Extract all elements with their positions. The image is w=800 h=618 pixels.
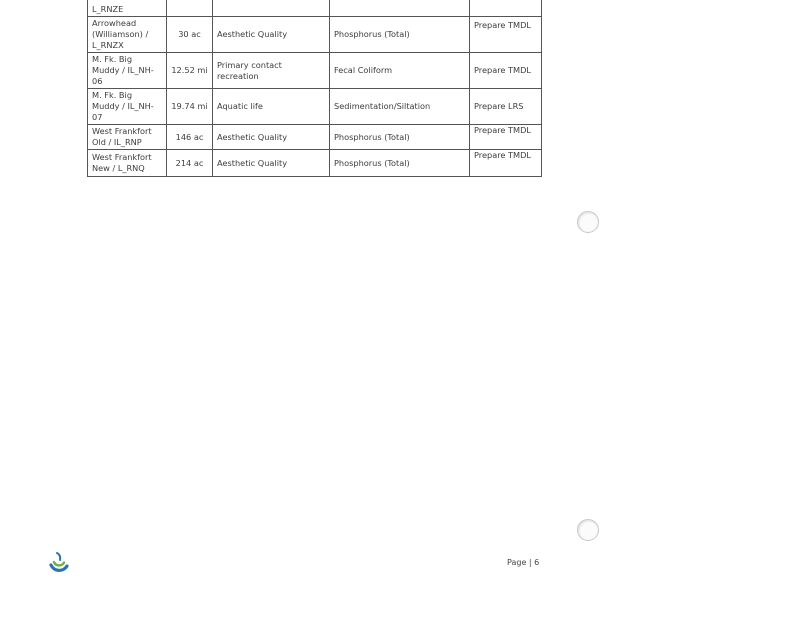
- cause-cell: Fecal Coliform: [330, 53, 470, 89]
- table-row: [88, 0, 542, 17]
- cause-cell: Sedimentation/Siltation: [330, 89, 470, 125]
- segment-cell: West Frankfort New / L_RNQ: [88, 150, 167, 177]
- binder-hole-lower: [577, 519, 599, 541]
- binder-hole-upper: [577, 211, 599, 233]
- segment-cell: M. Fk. Big Muddy / IL_NH-07: [88, 89, 167, 125]
- action-cell: Prepare TMDL: [470, 53, 542, 89]
- cause-cell: [330, 0, 470, 17]
- cause-cell: Phosphorus (Total): [330, 125, 470, 150]
- action-cell: Prepare LRS: [470, 89, 542, 125]
- size-cell: [167, 0, 213, 17]
- action-cell: Prepare TMDL: [470, 17, 542, 53]
- page-number: Page | 6: [507, 558, 540, 567]
- use-cell: Aesthetic Quality: [213, 150, 330, 177]
- size-cell: 12.52 mi: [167, 53, 213, 89]
- action-cell: Prepare TMDL: [470, 125, 542, 150]
- action-cell: [470, 0, 542, 17]
- segment-cell: West Frankfort Old / IL_RNP: [88, 125, 167, 150]
- impairment-table: [87, 0, 542, 177]
- table-row: [88, 89, 542, 125]
- table-row: [88, 17, 542, 53]
- table-row: [88, 150, 542, 177]
- size-cell: 19.74 mi: [167, 89, 213, 125]
- segment-cell: L_RNZE: [88, 0, 167, 17]
- size-cell: 214 ac: [167, 150, 213, 177]
- use-cell: Aesthetic Quality: [213, 17, 330, 53]
- segment-cell: Arrowhead (Williamson) / L_RNZX: [88, 17, 167, 53]
- table-row: [88, 125, 542, 150]
- cause-cell: Phosphorus (Total): [330, 150, 470, 177]
- swirl-logo-icon: [46, 549, 72, 575]
- cause-cell: Phosphorus (Total): [330, 17, 470, 53]
- size-cell: 30 ac: [167, 17, 213, 53]
- use-cell: Aquatic life: [213, 89, 330, 125]
- size-cell: 146 ac: [167, 125, 213, 150]
- segment-cell: M. Fk. Big Muddy / IL_NH-06: [88, 53, 167, 89]
- action-cell: Prepare TMDL: [470, 150, 542, 177]
- use-cell: Aesthetic Quality: [213, 125, 330, 150]
- use-cell: [213, 0, 330, 17]
- use-cell: Primary contact recreation: [213, 53, 330, 89]
- table-row: [88, 53, 542, 89]
